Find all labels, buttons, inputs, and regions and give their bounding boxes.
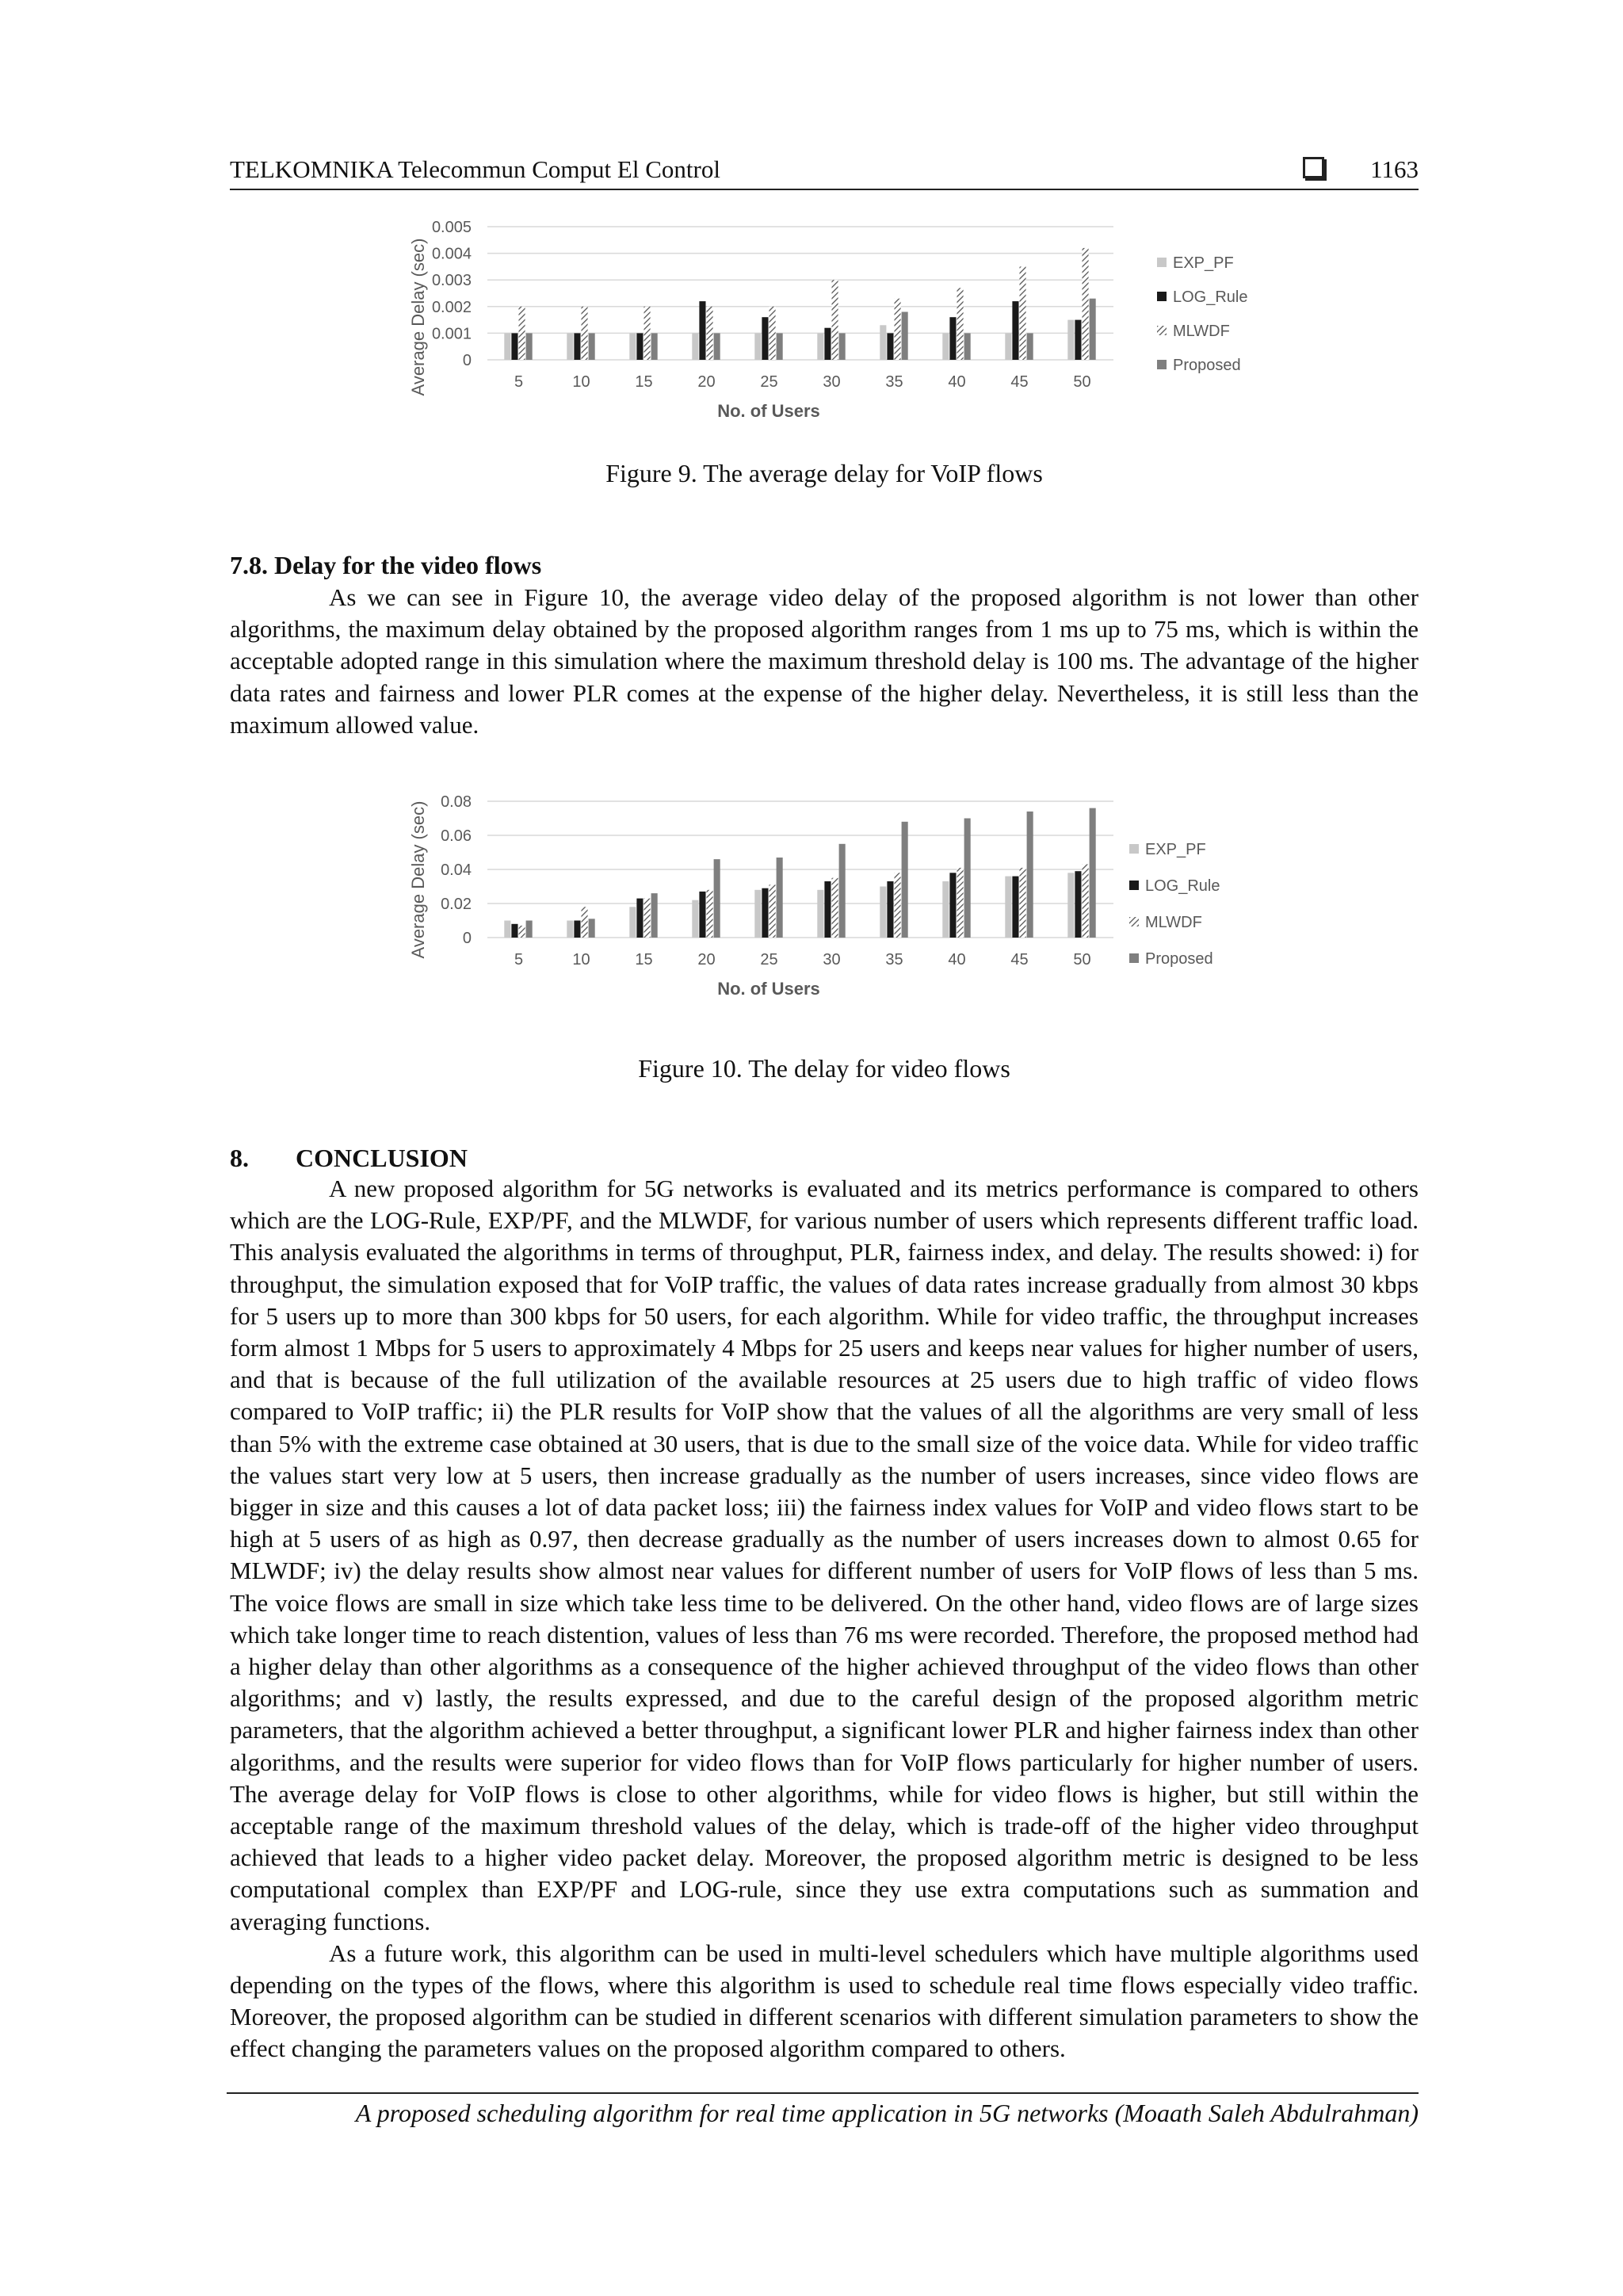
legend-label: Proposed xyxy=(1145,950,1213,968)
bar-log-rule xyxy=(824,328,831,360)
x-tick-label: 50 xyxy=(1073,373,1091,391)
bar-proposed xyxy=(964,819,971,938)
bar-mlwdf xyxy=(582,907,588,938)
y-tick-label: 0.04 xyxy=(441,861,472,879)
section-7-8-body xyxy=(230,582,1419,741)
bar-mlwdf xyxy=(1020,868,1026,938)
x-tick-label: 10 xyxy=(572,951,590,968)
bar-proposed xyxy=(902,312,908,361)
bar-log-rule xyxy=(1075,320,1081,360)
y-tick-label: 0.02 xyxy=(441,896,472,913)
x-tick-label: 40 xyxy=(948,373,966,391)
legend-swatch xyxy=(1129,844,1139,854)
bar-proposed xyxy=(526,921,533,938)
bar-exp-pf xyxy=(817,890,823,938)
bar-proposed xyxy=(714,333,720,360)
bar-exp-pf xyxy=(1067,320,1074,360)
x-tick-label: 30 xyxy=(823,951,841,968)
bar-exp-pf xyxy=(817,333,823,360)
bar-exp-pf xyxy=(692,333,698,360)
bar-log-rule xyxy=(699,301,705,360)
x-tick-label: 15 xyxy=(635,373,653,391)
bar-mlwdf xyxy=(957,288,964,360)
bar-proposed xyxy=(526,333,533,360)
x-axis-label: No. of Users xyxy=(717,401,820,421)
bar-proposed xyxy=(777,333,783,360)
bar-exp-pf xyxy=(1005,877,1011,938)
bar-proposed xyxy=(902,822,908,938)
page-header xyxy=(230,152,1419,190)
bar-mlwdf xyxy=(895,299,901,360)
x-axis-label: No. of Users xyxy=(717,979,820,999)
x-tick-label: 25 xyxy=(760,373,778,391)
legend-swatch xyxy=(1157,292,1167,301)
figure-10-svg xyxy=(400,789,1280,1018)
bar-proposed xyxy=(1027,333,1033,360)
x-tick-label: 35 xyxy=(885,951,903,968)
bar-exp-pf xyxy=(754,890,761,938)
y-axis-label: Average Delay (sec) xyxy=(408,238,428,396)
journal-title: TELKOMNIKA Telecommun Comput El Control xyxy=(230,155,720,183)
bar-exp-pf xyxy=(1067,873,1074,938)
x-tick-label: 45 xyxy=(1010,373,1029,391)
section-8-body xyxy=(230,1173,1419,2065)
x-tick-label: 20 xyxy=(697,373,716,391)
bar-proposed xyxy=(964,333,971,360)
x-tick-label: 25 xyxy=(760,951,778,968)
legend-label: EXP_PF xyxy=(1173,254,1234,272)
section-8-number: 8. xyxy=(230,1144,249,1172)
figure-9-caption: Figure 9. The average delay for VoIP flows xyxy=(605,459,1043,487)
x-tick-label: 50 xyxy=(1073,951,1091,968)
x-tick-label: 5 xyxy=(514,951,524,968)
legend-label: Proposed xyxy=(1173,357,1241,374)
bar-exp-pf xyxy=(692,900,698,938)
y-tick-label: 0.003 xyxy=(431,272,472,290)
x-tick-label: 20 xyxy=(697,951,716,968)
y-tick-label: 0.002 xyxy=(431,298,472,316)
bar-proposed xyxy=(589,333,595,360)
bar-log-rule xyxy=(887,881,893,938)
bar-exp-pf xyxy=(629,907,636,938)
bar-proposed xyxy=(651,893,658,938)
legend-label: EXP_PF xyxy=(1145,841,1206,858)
bar-exp-pf xyxy=(880,325,886,360)
bar-mlwdf xyxy=(644,899,651,938)
bar-mlwdf xyxy=(644,307,651,360)
bar-exp-pf xyxy=(504,921,510,938)
bar-log-rule xyxy=(762,317,768,360)
x-tick-label: 10 xyxy=(572,373,590,391)
bar-mlwdf xyxy=(707,890,713,938)
bar-log-rule xyxy=(699,892,705,938)
y-tick-label: 0.004 xyxy=(431,245,472,263)
y-tick-label: 0.001 xyxy=(431,325,472,343)
figure-10-caption: Figure 10. The delay for video flows xyxy=(638,1054,1010,1083)
y-tick-label: 0.06 xyxy=(441,827,472,845)
bar-mlwdf xyxy=(769,307,776,360)
page-number: 1163 xyxy=(1370,155,1419,183)
bar-proposed xyxy=(1090,808,1096,938)
x-tick-label: 5 xyxy=(514,373,524,391)
bar-mlwdf xyxy=(519,926,525,938)
bar-mlwdf xyxy=(832,280,838,360)
y-tick-label: 0 xyxy=(462,930,472,947)
legend-label: MLWDF xyxy=(1173,323,1230,340)
bar-exp-pf xyxy=(567,921,573,938)
legend-swatch xyxy=(1157,360,1167,369)
box-icon xyxy=(1303,157,1324,178)
bar-log-rule xyxy=(887,333,893,360)
bar-exp-pf xyxy=(504,333,510,360)
bar-mlwdf xyxy=(1083,865,1089,938)
bar-exp-pf xyxy=(942,333,949,360)
y-tick-label: 0.08 xyxy=(441,793,472,811)
bar-mlwdf xyxy=(707,307,713,360)
bar-exp-pf xyxy=(1005,333,1011,360)
bar-mlwdf xyxy=(1020,266,1026,360)
legend-swatch xyxy=(1129,917,1139,926)
x-tick-label: 15 xyxy=(635,951,653,968)
bar-proposed xyxy=(777,858,783,938)
bar-log-rule xyxy=(511,924,517,938)
legend-label: MLWDF xyxy=(1145,914,1202,931)
bar-proposed xyxy=(839,333,846,360)
legend-label: LOG_Rule xyxy=(1173,288,1248,306)
legend-swatch xyxy=(1157,258,1167,267)
bar-mlwdf xyxy=(582,307,588,360)
bar-log-rule xyxy=(636,333,643,360)
bar-log-rule xyxy=(949,317,956,360)
figure-9-svg xyxy=(400,214,1280,436)
bar-exp-pf xyxy=(629,333,636,360)
bar-proposed xyxy=(651,333,658,360)
bar-log-rule xyxy=(824,881,831,938)
bar-proposed xyxy=(714,859,720,938)
bar-log-rule xyxy=(636,899,643,938)
legend-label: LOG_Rule xyxy=(1145,877,1220,895)
legend-swatch xyxy=(1129,953,1139,963)
bar-log-rule xyxy=(949,873,956,938)
figure-10-chart xyxy=(400,789,1280,1018)
bar-log-rule xyxy=(574,333,580,360)
section-8-heading xyxy=(230,1144,468,1173)
y-tick-label: 0 xyxy=(462,352,472,369)
x-tick-label: 45 xyxy=(1010,951,1029,968)
legend-swatch xyxy=(1129,881,1139,890)
bar-proposed xyxy=(589,919,595,938)
bar-log-rule xyxy=(1012,877,1018,938)
bar-exp-pf xyxy=(942,881,949,938)
bar-mlwdf xyxy=(519,307,525,360)
bar-exp-pf xyxy=(567,333,573,360)
section-7-8-number: 7.8. xyxy=(230,551,268,579)
x-tick-label: 40 xyxy=(948,951,966,968)
bar-log-rule xyxy=(1012,301,1018,360)
conclusion-paragraph-2: As a future work, this algorithm can be used in multi-level schedulers which have multiple algorithms used depending on the types of the flows, where this algorithm is used to schedule real time flows especially video traffic. Moreover, the proposed algorithm can be studied in different scenarios with different simulation parameters to show the effect changing the parameters values on the proposed algorithm compared to others. xyxy=(230,1939,1419,2063)
y-tick-label: 0.005 xyxy=(431,219,472,236)
conclusion-paragraph-1: A new proposed algorithm for 5G networks is evaluated and its metrics performance is compared to others which are the LOG-Rule, EXP/PF, and the MLWDF, for various number of users which represents different traffic load. This analysis evaluated the algorithms in terms of throughput, PLR, fairness index, and delay. The results showed: i) for throughput, the simulation exposed that for VoIP traffic, the values of data rates increase gradually from almost 30 kbps for 5 users up to more than 300 kbps for 50 users, for each algorithm. While for video traffic, the throughput increases form almost 1 Mbps for 5 users to approximately 4 Mbps for 25 users and keeps near values for higher number of users, and that is because of the full utilization of the available resources at 25 users due to high traffic of video flows compared to VoIP traffic; ii) the PLR results for VoIP show that the values of all the algorithms are very small of less than 5% with the extreme case obtained at 30 users, that is due to the small size of the voice data. While for video traffic the values start very low at 5 users, then increase gradually as the number of users increases, since video flows are bigger in size and this causes a lot of data packet loss; iii) the fairness index values for VoIP and video flows start to be high at 5 users of as high as 0.97, then decrease gradually as the number of users increases down to almost 0.65 for MLWDF; iv) the delay results show almost near values for different number of users for VoIP flows of less than 5 ms. The voice flows are small in size which take less time to be delivered. On the other hand, video flows are of large sizes which take longer time to reach distention, values of less than 76 ms were recorded. Therefore, the proposed method had a higher delay than other algorithms as a consequence of the higher achieved throughput of the video flows than other algorithms; and v) lastly, the results expressed, and due to the careful design of the proposed algorithm metric parameters, that the algorithm achieved a better throughput, a significant lower PLR and higher fairness index than other algorithms, and the results were superior for video flows than for VoIP flows particularly for higher number of users. The average delay for VoIP flows is close to other algorithms, while for video flows is higher, but still within the acceptable range of the maximum threshold values of the delay, which is trade-off of the higher video throughput achieved that leads to a higher video packet delay. Moreover, the proposed algorithm metric is designed to be less computational complex than EXP/PF and LOG-rule, since they use extra computations such as summation and averaging functions. xyxy=(230,1175,1419,1935)
section-7-8-paragraph: As we can see in Figure 10, the average video delay of the proposed algorithm is not lower than other algorithms, the maximum delay obtained by the proposed algorithm ranges from 1 ms up to 75 ms, which is within the acceptable adopted range in this simulation where the maximum threshold delay is 100 ms. The advantage of the higher data rates and fairness and lower PLR comes at the expense of the higher delay. Nevertheless, it is still less than the maximum allowed value. xyxy=(230,583,1419,739)
bar-proposed xyxy=(1027,812,1033,938)
x-tick-label: 30 xyxy=(823,373,841,391)
bar-log-rule xyxy=(574,921,580,938)
y-axis-label: Average Delay (sec) xyxy=(408,800,428,959)
bar-mlwdf xyxy=(1083,248,1089,360)
bar-mlwdf xyxy=(832,878,838,938)
section-7-8-heading xyxy=(230,551,541,580)
bar-mlwdf xyxy=(895,873,901,938)
bar-proposed xyxy=(839,844,846,938)
section-8-title: CONCLUSION xyxy=(296,1144,468,1172)
x-tick-label: 35 xyxy=(885,373,903,391)
bar-log-rule xyxy=(762,888,768,938)
figure-9-chart xyxy=(400,214,1280,436)
bar-proposed xyxy=(1090,299,1096,360)
page-footer: A proposed scheduling algorithm for real time application in 5G networks (Moaath Saleh Abdulrahman) xyxy=(227,2092,1419,2128)
bar-exp-pf xyxy=(880,887,886,938)
bar-mlwdf xyxy=(769,884,776,938)
legend-swatch xyxy=(1157,326,1167,335)
section-7-8-title: Delay for the video flows xyxy=(274,551,542,579)
bar-exp-pf xyxy=(754,333,761,360)
bar-log-rule xyxy=(511,333,517,360)
bar-log-rule xyxy=(1075,871,1081,938)
bar-mlwdf xyxy=(957,868,964,938)
